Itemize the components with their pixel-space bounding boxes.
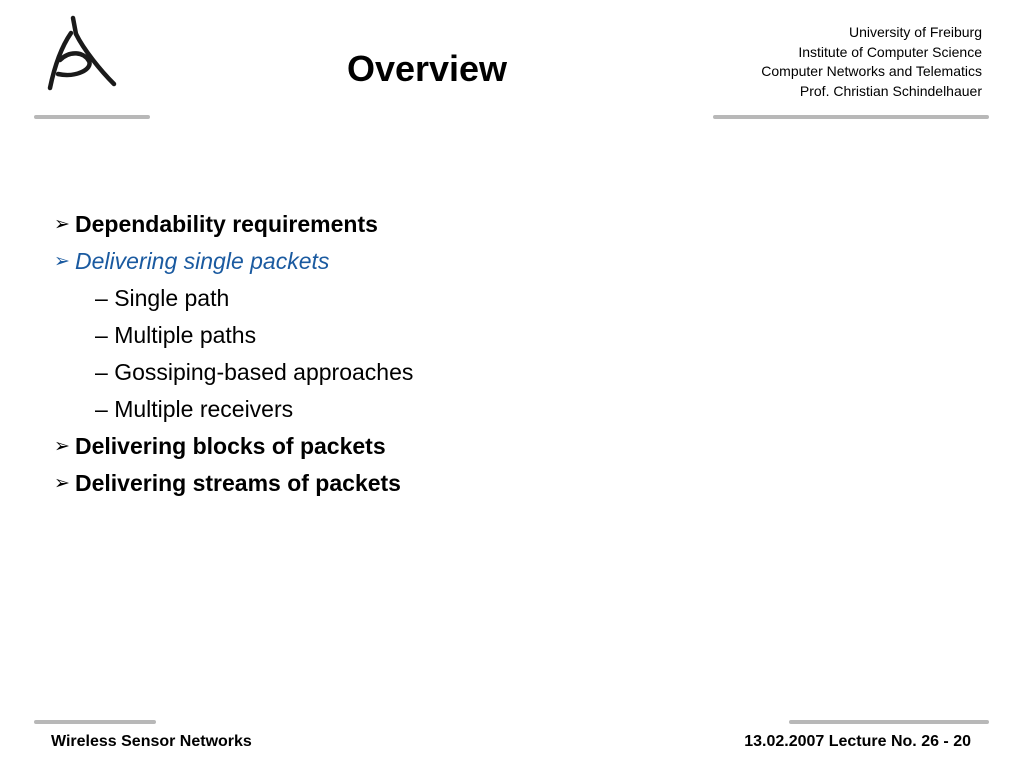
agenda-subitem-gossiping	[54, 354, 413, 391]
footer-rule-left	[34, 720, 156, 724]
agenda-subitem-label: Single path	[114, 285, 230, 311]
agenda-item-blocks	[54, 428, 413, 465]
agenda-subitem-multiple-paths	[54, 317, 413, 354]
agenda-subitem-single-path	[54, 280, 413, 317]
arrowhead-bullet-icon: ➢	[54, 214, 70, 235]
institution-info	[761, 23, 982, 101]
header-rule-left	[34, 115, 150, 119]
dash-bullet: –	[95, 359, 108, 385]
department-name: Computer Networks and Telematics	[761, 63, 982, 79]
institute-name: Institute of Computer Science	[798, 43, 982, 60]
agenda-item-single-packets	[54, 243, 413, 280]
agenda-item-label: Delivering blocks of packets	[75, 433, 386, 459]
footer-rule-right	[789, 720, 989, 724]
agenda-subitem-multiple-receivers	[54, 391, 413, 428]
footer-course-name: Wireless Sensor Networks	[51, 733, 252, 750]
agenda-item-label: Delivering streams of packets	[75, 470, 401, 496]
university-logo-icon	[40, 12, 124, 96]
agenda-subitem-label: Multiple paths	[114, 322, 257, 348]
arrowhead-bullet-icon: ➢	[54, 473, 70, 494]
dash-bullet: –	[95, 285, 108, 311]
page-title: Overview	[346, 48, 508, 89]
dash-bullet: –	[95, 396, 108, 422]
agenda-item-label: Dependability requirements	[75, 211, 378, 237]
university-name: University of Freiburg	[848, 24, 982, 40]
agenda-item-dependability	[54, 206, 413, 243]
agenda-list	[54, 206, 413, 502]
agenda-subitem-label: Gossiping-based approaches	[114, 359, 414, 385]
dash-bullet: –	[95, 322, 108, 348]
professor-name: Prof. Christian Schindelhauer	[799, 82, 982, 99]
agenda-item-label: Delivering single packets	[75, 248, 330, 274]
arrowhead-bullet-icon: ➢	[54, 436, 70, 457]
agenda-item-streams	[54, 465, 413, 502]
header-rule-right	[713, 115, 989, 119]
footer-lecture-info: 13.02.2007 Lecture No. 26 - 20	[744, 733, 971, 750]
agenda-subitem-label: Multiple receivers	[114, 396, 294, 422]
arrowhead-bullet-icon: ➢	[54, 251, 70, 272]
